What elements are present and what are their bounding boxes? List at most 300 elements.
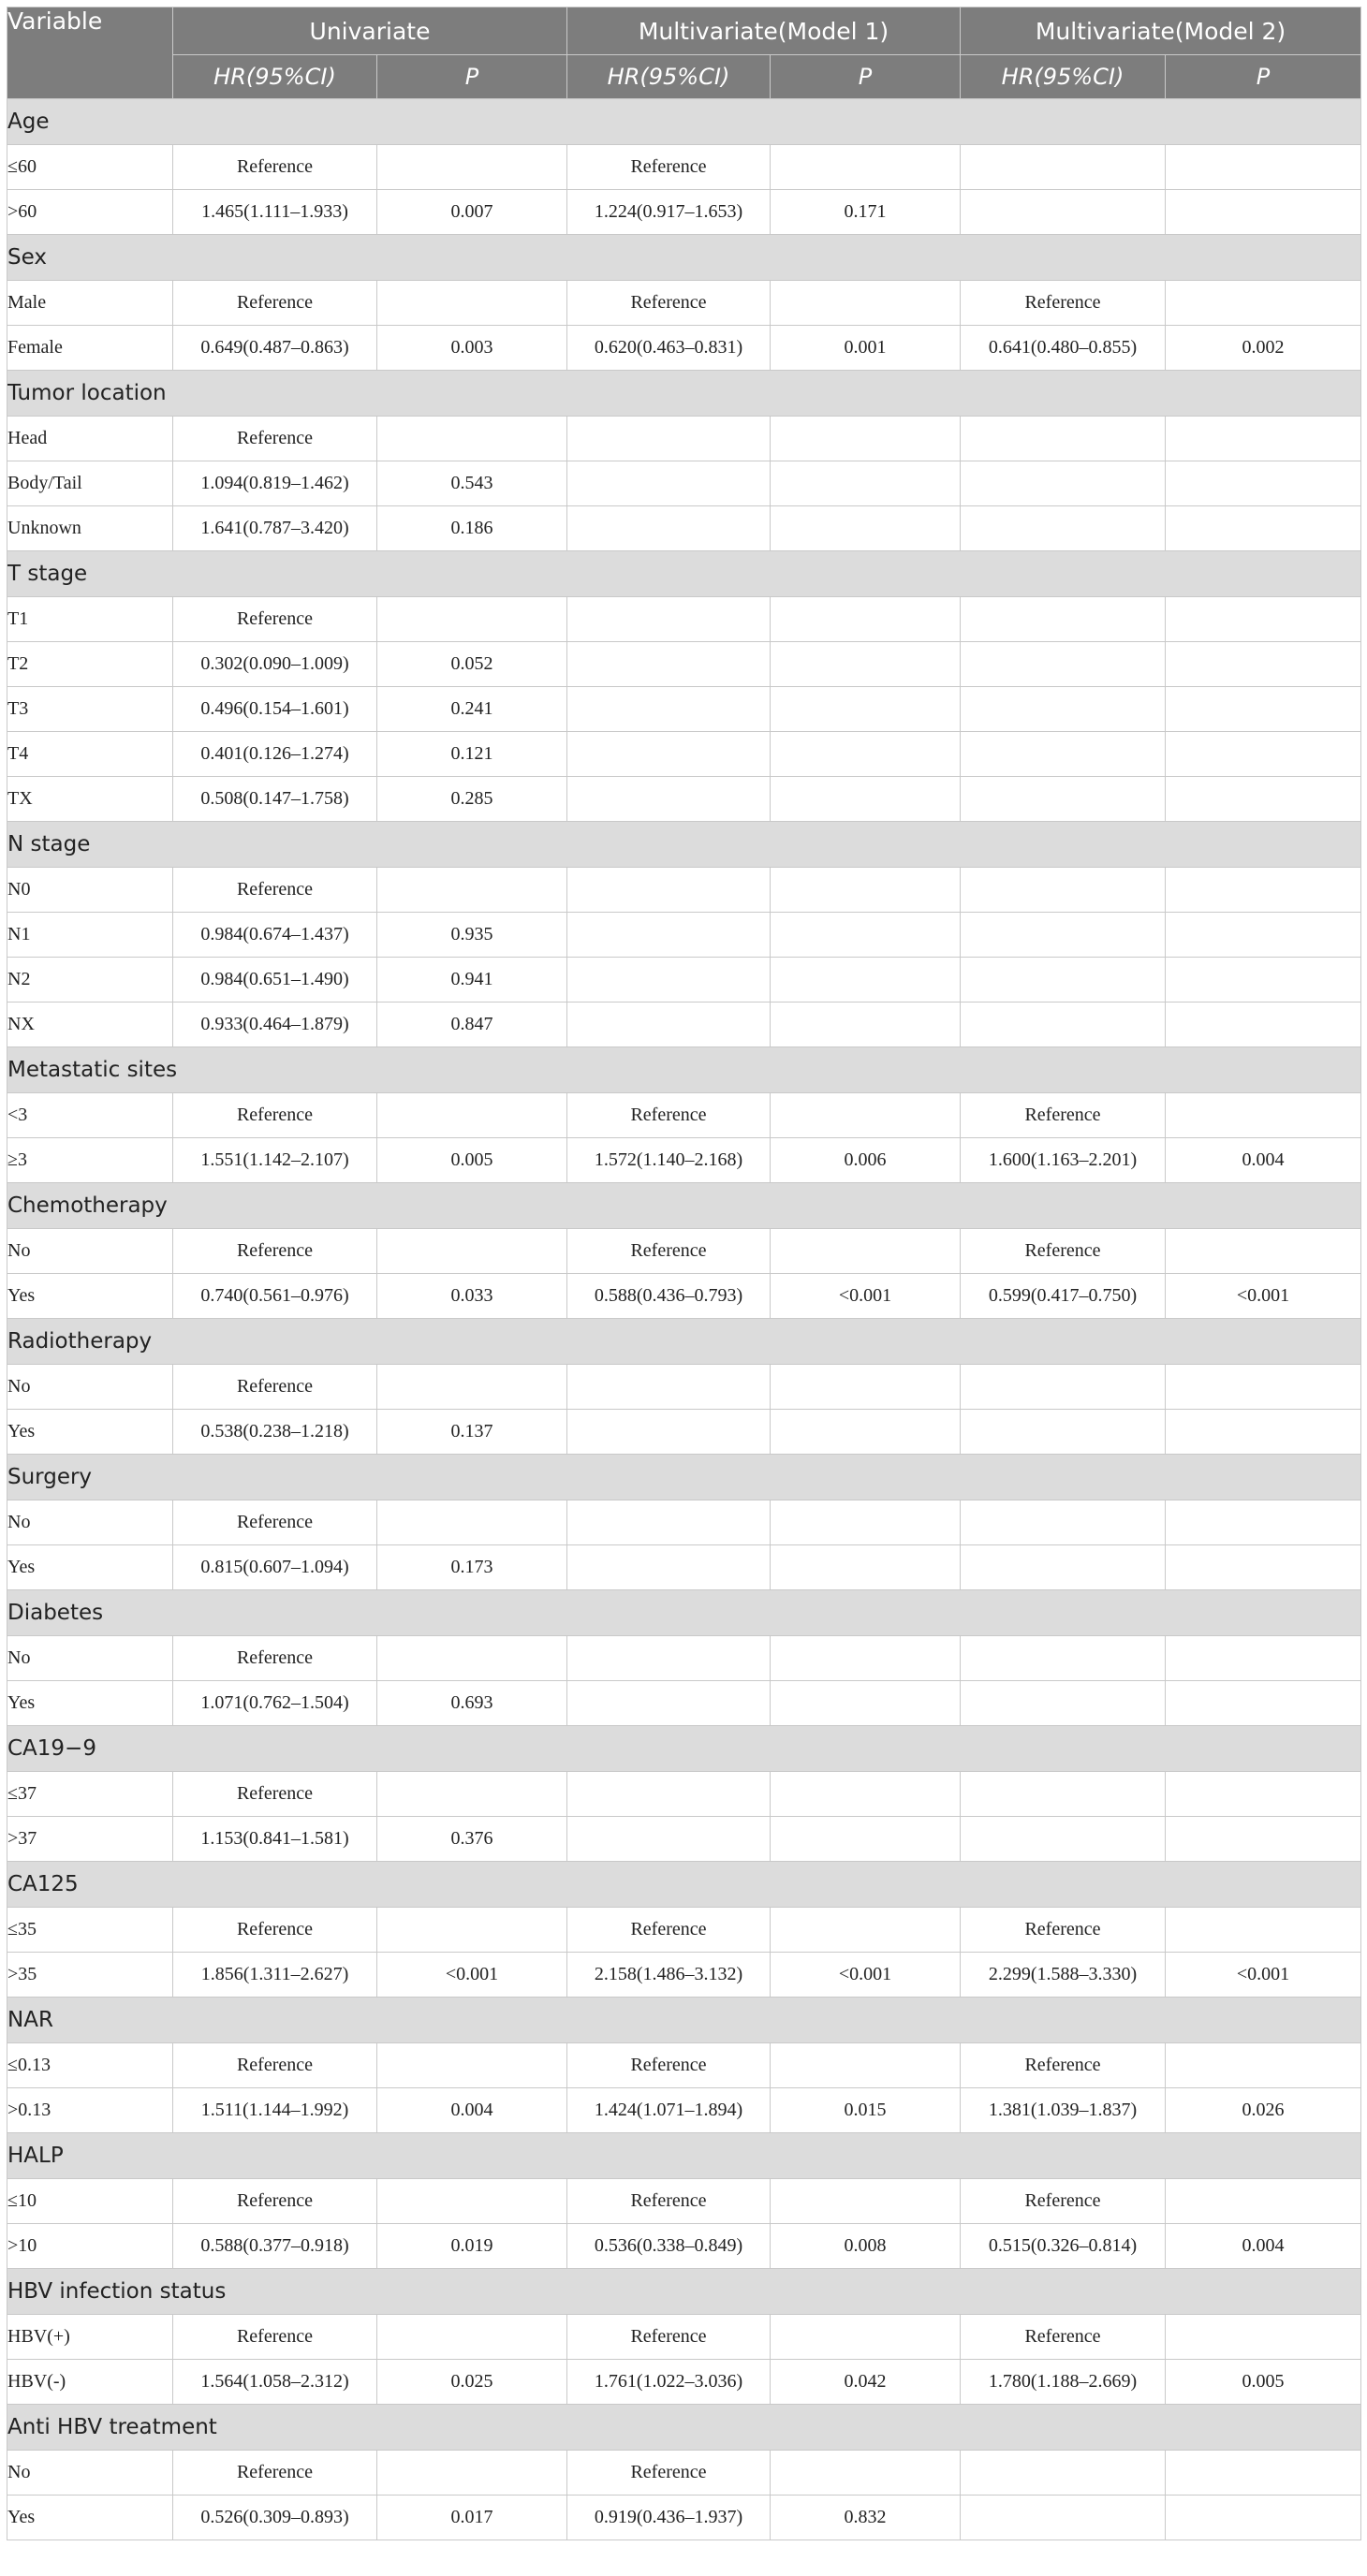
univariate-p — [377, 281, 567, 326]
table-row — [7, 1410, 1361, 1455]
header-model2-hr: HR(95%CI) — [961, 55, 1166, 99]
univariate-hr: 1.071(0.762–1.504) — [173, 1681, 377, 1726]
level-label: NX — [7, 1003, 173, 1047]
model1-p — [771, 777, 961, 822]
univariate-hr: 1.511(1.144–1.992) — [173, 2088, 377, 2133]
table-row — [7, 461, 1361, 506]
model2-hr — [961, 642, 1166, 687]
univariate-hr: Reference — [173, 1908, 377, 1953]
model1-hr: 2.158(1.486–3.132) — [567, 1953, 771, 1998]
univariate-p — [377, 2451, 567, 2496]
model1-p — [771, 1817, 961, 1862]
univariate-p: 0.137 — [377, 1410, 567, 1455]
model1-p — [771, 1229, 961, 1274]
model1-hr — [567, 1365, 771, 1410]
model1-hr: 0.620(0.463–0.831) — [567, 326, 771, 371]
model2-hr: 0.515(0.326–0.814) — [961, 2224, 1166, 2269]
univariate-p: 0.241 — [377, 687, 567, 732]
group-label: T stage — [7, 551, 1361, 597]
level-label: TX — [7, 777, 173, 822]
model2-hr: Reference — [961, 1093, 1166, 1138]
model1-hr: 0.919(0.436–1.937) — [567, 2496, 771, 2540]
model2-hr — [961, 1500, 1166, 1545]
level-label: No — [7, 2451, 173, 2496]
group-row — [7, 1047, 1361, 1093]
univariate-hr: Reference — [173, 868, 377, 913]
results-table — [7, 7, 1361, 2540]
model1-p — [771, 506, 961, 551]
group-row — [7, 1590, 1361, 1636]
univariate-p: 0.005 — [377, 1138, 567, 1183]
univariate-p — [377, 1908, 567, 1953]
model2-hr — [961, 868, 1166, 913]
model1-hr: 1.424(1.071–1.894) — [567, 2088, 771, 2133]
univariate-hr: Reference — [173, 2179, 377, 2224]
model2-hr — [961, 2451, 1166, 2496]
model2-p — [1166, 687, 1361, 732]
model2-p — [1166, 1365, 1361, 1410]
model2-p — [1166, 2496, 1361, 2540]
group-label: Sex — [7, 235, 1361, 281]
table-row — [7, 1681, 1361, 1726]
table-row — [7, 913, 1361, 958]
level-label: T3 — [7, 687, 173, 732]
group-label: NAR — [7, 1998, 1361, 2043]
univariate-p: 0.019 — [377, 2224, 567, 2269]
model1-hr: 0.536(0.338–0.849) — [567, 2224, 771, 2269]
group-label: Age — [7, 99, 1361, 145]
model1-hr: Reference — [567, 2043, 771, 2088]
model2-p — [1166, 1003, 1361, 1047]
model1-hr — [567, 1681, 771, 1726]
table-row — [7, 1229, 1361, 1274]
group-row — [7, 2133, 1361, 2179]
model2-hr — [961, 1365, 1166, 1410]
model2-p — [1166, 281, 1361, 326]
model2-hr: 1.780(1.188–2.669) — [961, 2360, 1166, 2405]
model2-p — [1166, 2043, 1361, 2088]
level-label: N1 — [7, 913, 173, 958]
model2-p — [1166, 2451, 1361, 2496]
model1-p — [771, 2451, 961, 2496]
model2-hr — [961, 145, 1166, 190]
model1-p — [771, 1681, 961, 1726]
univariate-hr: 0.538(0.238–1.218) — [173, 1410, 377, 1455]
univariate-hr: 0.302(0.090–1.009) — [173, 642, 377, 687]
model2-p — [1166, 1093, 1361, 1138]
group-label: Anti HBV treatment — [7, 2405, 1361, 2451]
univariate-hr: Reference — [173, 1093, 377, 1138]
univariate-hr: 0.496(0.154–1.601) — [173, 687, 377, 732]
model1-hr — [567, 461, 771, 506]
model1-hr — [567, 777, 771, 822]
model1-p: 0.015 — [771, 2088, 961, 2133]
model2-hr: Reference — [961, 2179, 1166, 2224]
univariate-hr: Reference — [173, 1229, 377, 1274]
level-label: Unknown — [7, 506, 173, 551]
table-row — [7, 506, 1361, 551]
model2-p — [1166, 145, 1361, 190]
header-univariate-hr: HR(95%CI) — [173, 55, 377, 99]
univariate-p: 0.052 — [377, 642, 567, 687]
header-variable: Variable — [7, 7, 173, 99]
univariate-hr: 0.508(0.147–1.758) — [173, 777, 377, 822]
model2-hr — [961, 1636, 1166, 1681]
model2-p — [1166, 1229, 1361, 1274]
table-row — [7, 2224, 1361, 2269]
model2-hr — [961, 732, 1166, 777]
model2-p — [1166, 1500, 1361, 1545]
univariate-hr: 1.153(0.841–1.581) — [173, 1817, 377, 1862]
univariate-p: 0.847 — [377, 1003, 567, 1047]
model1-hr — [567, 1772, 771, 1817]
model1-hr: Reference — [567, 2315, 771, 2360]
univariate-hr: 1.465(1.111–1.933) — [173, 190, 377, 235]
group-row — [7, 1726, 1361, 1772]
model2-p — [1166, 1908, 1361, 1953]
model2-hr — [961, 958, 1166, 1003]
table-body — [7, 99, 1361, 2540]
univariate-p: 0.003 — [377, 326, 567, 371]
univariate-p — [377, 1636, 567, 1681]
level-label: >10 — [7, 2224, 173, 2269]
group-row — [7, 1998, 1361, 2043]
univariate-p — [377, 1093, 567, 1138]
univariate-hr: Reference — [173, 1636, 377, 1681]
model2-hr — [961, 913, 1166, 958]
model1-hr: 0.588(0.436–0.793) — [567, 1274, 771, 1319]
group-label: Radiotherapy — [7, 1319, 1361, 1365]
model2-hr — [961, 1772, 1166, 1817]
model2-hr — [961, 190, 1166, 235]
univariate-hr: Reference — [173, 2315, 377, 2360]
model1-hr — [567, 642, 771, 687]
table-row — [7, 2451, 1361, 2496]
univariate-p: 0.004 — [377, 2088, 567, 2133]
table-row — [7, 1003, 1361, 1047]
model1-hr — [567, 417, 771, 461]
model2-p — [1166, 868, 1361, 913]
group-label: Chemotherapy — [7, 1183, 1361, 1229]
univariate-p: 0.121 — [377, 732, 567, 777]
group-label: N stage — [7, 822, 1361, 868]
model2-hr — [961, 597, 1166, 642]
univariate-hr: 1.641(0.787–3.420) — [173, 506, 377, 551]
model1-p — [771, 145, 961, 190]
model1-p — [771, 281, 961, 326]
univariate-p — [377, 417, 567, 461]
univariate-p: 0.941 — [377, 958, 567, 1003]
univariate-p — [377, 1772, 567, 1817]
model1-p — [771, 1636, 961, 1681]
univariate-hr: 0.815(0.607–1.094) — [173, 1545, 377, 1590]
level-label: N2 — [7, 958, 173, 1003]
univariate-p — [377, 145, 567, 190]
model1-p: 0.171 — [771, 190, 961, 235]
table-row — [7, 2360, 1361, 2405]
univariate-hr: Reference — [173, 1500, 377, 1545]
univariate-hr: Reference — [173, 145, 377, 190]
model1-p — [771, 1545, 961, 1590]
model1-p: <0.001 — [771, 1953, 961, 1998]
table-row — [7, 145, 1361, 190]
model1-hr — [567, 1410, 771, 1455]
univariate-p: 0.935 — [377, 913, 567, 958]
model2-p — [1166, 732, 1361, 777]
model1-p — [771, 1772, 961, 1817]
level-label: T2 — [7, 642, 173, 687]
model1-p — [771, 1500, 961, 1545]
model2-p — [1166, 1545, 1361, 1590]
group-label: HBV infection status — [7, 2269, 1361, 2315]
table-row — [7, 1500, 1361, 1545]
model2-p: 0.026 — [1166, 2088, 1361, 2133]
table-row — [7, 642, 1361, 687]
level-label: No — [7, 1229, 173, 1274]
level-label: ≤60 — [7, 145, 173, 190]
model1-hr — [567, 506, 771, 551]
model1-hr — [567, 1545, 771, 1590]
header-univariate: Univariate — [173, 7, 567, 55]
model1-hr — [567, 1003, 771, 1047]
univariate-p — [377, 1500, 567, 1545]
level-label: Yes — [7, 1545, 173, 1590]
univariate-p — [377, 1229, 567, 1274]
model1-hr — [567, 597, 771, 642]
level-label: T1 — [7, 597, 173, 642]
level-label: Yes — [7, 1274, 173, 1319]
level-label: N0 — [7, 868, 173, 913]
level-label: ≤35 — [7, 1908, 173, 1953]
model2-p: 0.002 — [1166, 326, 1361, 371]
model2-hr — [961, 687, 1166, 732]
univariate-p — [377, 868, 567, 913]
level-label: >35 — [7, 1953, 173, 1998]
model1-hr: 1.224(0.917–1.653) — [567, 190, 771, 235]
group-label: Diabetes — [7, 1590, 1361, 1636]
table-row — [7, 1545, 1361, 1590]
header-univariate-p: P — [377, 55, 567, 99]
level-label: Yes — [7, 1681, 173, 1726]
model1-hr — [567, 1500, 771, 1545]
model1-hr: Reference — [567, 281, 771, 326]
univariate-hr: 1.094(0.819–1.462) — [173, 461, 377, 506]
model1-p — [771, 2315, 961, 2360]
table-row — [7, 1093, 1361, 1138]
model2-p — [1166, 913, 1361, 958]
level-label: >0.13 — [7, 2088, 173, 2133]
model2-hr: Reference — [961, 2315, 1166, 2360]
model1-hr: 1.572(1.140–2.168) — [567, 1138, 771, 1183]
table-row — [7, 2496, 1361, 2540]
univariate-p: 0.693 — [377, 1681, 567, 1726]
model2-p — [1166, 777, 1361, 822]
univariate-hr: 0.649(0.487–0.863) — [173, 326, 377, 371]
model2-hr: Reference — [961, 1908, 1166, 1953]
univariate-hr: 0.401(0.126–1.274) — [173, 732, 377, 777]
table-row — [7, 687, 1361, 732]
level-label: Female — [7, 326, 173, 371]
univariate-hr: Reference — [173, 597, 377, 642]
table-row — [7, 1817, 1361, 1862]
model1-p — [771, 958, 961, 1003]
univariate-p: 0.033 — [377, 1274, 567, 1319]
model2-hr — [961, 2496, 1166, 2540]
univariate-p: 0.007 — [377, 190, 567, 235]
table-row — [7, 1138, 1361, 1183]
model2-p — [1166, 1817, 1361, 1862]
model2-p — [1166, 461, 1361, 506]
model1-p — [771, 597, 961, 642]
table-row — [7, 281, 1361, 326]
univariate-p — [377, 2179, 567, 2224]
univariate-p: 0.025 — [377, 2360, 567, 2405]
level-label: No — [7, 1365, 173, 1410]
model2-p — [1166, 417, 1361, 461]
group-row — [7, 822, 1361, 868]
model2-p — [1166, 1410, 1361, 1455]
table-row — [7, 2315, 1361, 2360]
univariate-hr: Reference — [173, 2451, 377, 2496]
group-row — [7, 99, 1361, 145]
level-label: HBV(+) — [7, 2315, 173, 2360]
model2-hr: Reference — [961, 281, 1166, 326]
model1-p — [771, 1093, 961, 1138]
model2-p — [1166, 506, 1361, 551]
model2-hr — [961, 1545, 1166, 1590]
model1-p — [771, 687, 961, 732]
header-model1: Multivariate(Model 1) — [567, 7, 961, 55]
level-label: <3 — [7, 1093, 173, 1138]
univariate-p — [377, 2315, 567, 2360]
model2-hr: Reference — [961, 2043, 1166, 2088]
model2-p — [1166, 642, 1361, 687]
table-row — [7, 326, 1361, 371]
model1-p — [771, 1365, 961, 1410]
model1-p — [771, 1003, 961, 1047]
model2-hr — [961, 1681, 1166, 1726]
model2-p — [1166, 1636, 1361, 1681]
model2-hr — [961, 506, 1166, 551]
model1-p: 0.008 — [771, 2224, 961, 2269]
univariate-hr: 0.933(0.464–1.879) — [173, 1003, 377, 1047]
level-label: ≤37 — [7, 1772, 173, 1817]
group-row — [7, 1862, 1361, 1908]
model1-p — [771, 417, 961, 461]
level-label: T4 — [7, 732, 173, 777]
level-label: ≤10 — [7, 2179, 173, 2224]
model2-hr — [961, 777, 1166, 822]
univariate-hr: 1.564(1.058–2.312) — [173, 2360, 377, 2405]
header-model2: Multivariate(Model 2) — [961, 7, 1361, 55]
univariate-hr: 1.856(1.311–2.627) — [173, 1953, 377, 1998]
model1-hr: Reference — [567, 1229, 771, 1274]
table-row — [7, 1636, 1361, 1681]
table-row — [7, 597, 1361, 642]
model2-hr — [961, 1817, 1166, 1862]
model1-p: 0.042 — [771, 2360, 961, 2405]
model1-hr: Reference — [567, 1093, 771, 1138]
model2-p — [1166, 1681, 1361, 1726]
model1-p — [771, 1908, 961, 1953]
model2-p: <0.001 — [1166, 1274, 1361, 1319]
table-row — [7, 1274, 1361, 1319]
model1-hr — [567, 1636, 771, 1681]
univariate-p — [377, 597, 567, 642]
model1-hr: Reference — [567, 2451, 771, 2496]
model2-p: 0.004 — [1166, 2224, 1361, 2269]
model1-hr — [567, 913, 771, 958]
group-row — [7, 371, 1361, 417]
group-label: HALP — [7, 2133, 1361, 2179]
model1-p — [771, 2043, 961, 2088]
header-row-subcolumns — [7, 55, 1361, 99]
level-label: Head — [7, 417, 173, 461]
group-row — [7, 2405, 1361, 2451]
model1-p — [771, 461, 961, 506]
model1-p: 0.001 — [771, 326, 961, 371]
level-label: >37 — [7, 1817, 173, 1862]
group-row — [7, 551, 1361, 597]
univariate-hr: Reference — [173, 1772, 377, 1817]
group-label: Surgery — [7, 1455, 1361, 1500]
model2-p — [1166, 597, 1361, 642]
group-label: Tumor location — [7, 371, 1361, 417]
model2-hr — [961, 1410, 1166, 1455]
table-row — [7, 958, 1361, 1003]
univariate-hr: 0.984(0.651–1.490) — [173, 958, 377, 1003]
level-label: Yes — [7, 2496, 173, 2540]
model2-p — [1166, 1772, 1361, 1817]
univariate-hr: Reference — [173, 2043, 377, 2088]
model1-p: 0.832 — [771, 2496, 961, 2540]
univariate-p: 0.186 — [377, 506, 567, 551]
model1-hr: Reference — [567, 2179, 771, 2224]
model1-p: <0.001 — [771, 1274, 961, 1319]
level-label: ≤0.13 — [7, 2043, 173, 2088]
table-row — [7, 2043, 1361, 2088]
model1-hr — [567, 1817, 771, 1862]
univariate-hr: 0.740(0.561–0.976) — [173, 1274, 377, 1319]
model1-p — [771, 732, 961, 777]
model1-hr — [567, 732, 771, 777]
univariate-p: 0.376 — [377, 1817, 567, 1862]
group-row — [7, 1319, 1361, 1365]
table-row — [7, 417, 1361, 461]
univariate-p: 0.285 — [377, 777, 567, 822]
univariate-p: 0.017 — [377, 2496, 567, 2540]
model2-p — [1166, 190, 1361, 235]
model2-hr: 2.299(1.588–3.330) — [961, 1953, 1166, 1998]
group-label: CA19−9 — [7, 1726, 1361, 1772]
table-row — [7, 1908, 1361, 1953]
univariate-p: <0.001 — [377, 1953, 567, 1998]
model1-hr: 1.761(1.022–3.036) — [567, 2360, 771, 2405]
model1-p — [771, 868, 961, 913]
header-model2-p: P — [1166, 55, 1361, 99]
model2-p — [1166, 2179, 1361, 2224]
model1-p — [771, 1410, 961, 1455]
univariate-p: 0.173 — [377, 1545, 567, 1590]
group-row — [7, 1455, 1361, 1500]
univariate-hr: 0.588(0.377–0.918) — [173, 2224, 377, 2269]
model1-p: 0.006 — [771, 1138, 961, 1183]
group-label: CA125 — [7, 1862, 1361, 1908]
level-label: ≥3 — [7, 1138, 173, 1183]
model2-p — [1166, 958, 1361, 1003]
model1-hr — [567, 868, 771, 913]
level-label: HBV(-) — [7, 2360, 173, 2405]
